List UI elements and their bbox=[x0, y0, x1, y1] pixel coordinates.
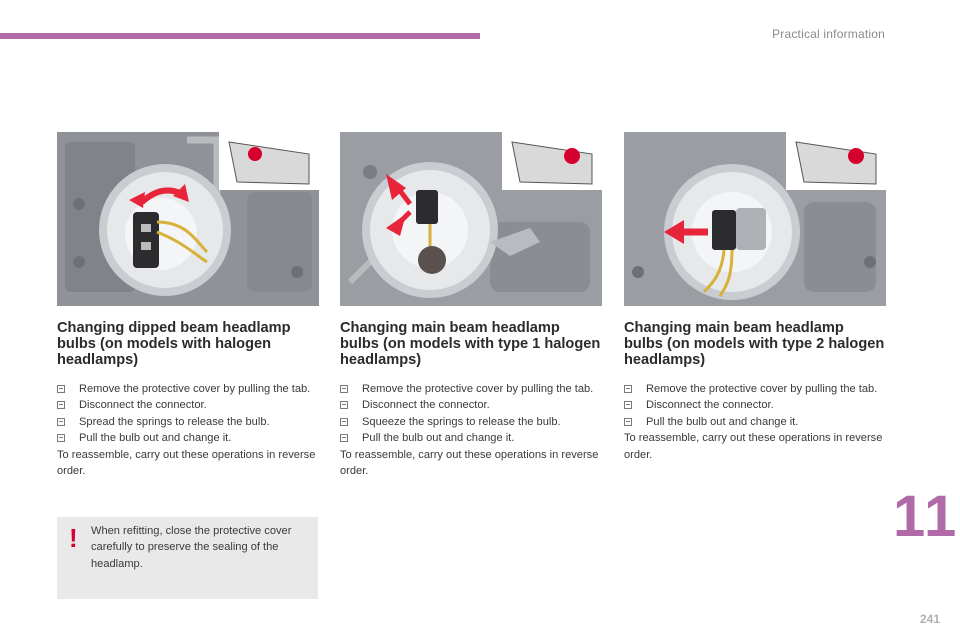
procedure-heading: Changing main beam headlamp bulbs (on models with type 2 halogen headlamps) bbox=[624, 320, 885, 368]
step-item bbox=[340, 414, 602, 430]
step-text: Disconnect the connector. bbox=[79, 399, 207, 412]
step-list bbox=[340, 381, 602, 447]
page-number: 241 bbox=[919, 612, 940, 626]
checkbox-bullet-icon bbox=[340, 401, 348, 409]
step-text: Remove the protective cover by pulling the tab. bbox=[646, 383, 878, 395]
step-text: Disconnect the connector. bbox=[646, 399, 774, 412]
step-text: Disconnect the connector. bbox=[362, 399, 490, 412]
reassembly-note: To reassemble, carry out these operations in reverse order. bbox=[57, 448, 316, 478]
chapter-number: 11 bbox=[893, 484, 959, 549]
checkbox-bullet-icon bbox=[57, 385, 65, 393]
procedure-dipped-beam bbox=[57, 132, 319, 479]
checkbox-bullet-icon bbox=[624, 401, 632, 409]
step-text: Pull the bulb out and change it. bbox=[79, 432, 232, 445]
step-text: Spread the springs to release the bulb. bbox=[79, 415, 270, 428]
procedure-heading: Changing main beam headlamp bulbs (on models with type 1 halogen headlamps) bbox=[340, 320, 601, 368]
step-item bbox=[624, 381, 886, 397]
step-item bbox=[57, 381, 319, 397]
checkbox-bullet-icon bbox=[340, 385, 348, 393]
reassembly-note: To reassemble, carry out these operations in reverse order. bbox=[624, 432, 883, 461]
checkbox-bullet-icon bbox=[624, 418, 632, 426]
step-item bbox=[57, 414, 319, 430]
procedure-main-beam-type1 bbox=[340, 132, 602, 479]
step-text: Pull the bulb out and change it. bbox=[362, 432, 515, 445]
step-item bbox=[624, 414, 886, 430]
checkbox-bullet-icon bbox=[340, 434, 348, 442]
checkbox-bullet-icon bbox=[57, 401, 65, 409]
step-list bbox=[57, 381, 319, 447]
step-list bbox=[624, 381, 886, 430]
step-text: Pull the bulb out and change it. bbox=[646, 415, 799, 428]
checkbox-bullet-icon bbox=[57, 434, 65, 442]
step-text: Remove the protective cover by pulling the tab. bbox=[79, 383, 311, 395]
step-item bbox=[340, 381, 602, 397]
main-beam-type1-illustration bbox=[340, 132, 602, 306]
checkbox-bullet-icon bbox=[624, 385, 632, 393]
step-item bbox=[624, 397, 886, 413]
checkbox-bullet-icon bbox=[340, 418, 348, 426]
step-item bbox=[57, 430, 319, 446]
main-beam-type2-illustration bbox=[624, 132, 886, 306]
checkbox-bullet-icon bbox=[57, 418, 65, 426]
procedure-main-beam-type2 bbox=[624, 132, 886, 463]
step-text: Squeeze the springs to release the bulb. bbox=[362, 415, 561, 428]
step-item bbox=[57, 397, 319, 413]
step-text: Remove the protective cover by pulling the tab. bbox=[362, 383, 594, 395]
step-item bbox=[340, 430, 602, 446]
warning-text: When refitting, close the protective cover carefully to preserve the sealing of the headlamp. bbox=[91, 525, 292, 570]
section-title: Practical information bbox=[772, 27, 885, 41]
warning-box bbox=[57, 517, 318, 599]
header-accent-bar bbox=[0, 33, 480, 39]
step-item bbox=[340, 397, 602, 413]
warning-exclamation-icon: ! bbox=[69, 523, 78, 553]
dipped-beam-illustration bbox=[57, 132, 319, 306]
reassembly-note: To reassemble, carry out these operations in reverse order. bbox=[340, 448, 599, 478]
procedure-heading: Changing dipped beam headlamp bulbs (on models with halogen headlamps) bbox=[57, 320, 291, 368]
